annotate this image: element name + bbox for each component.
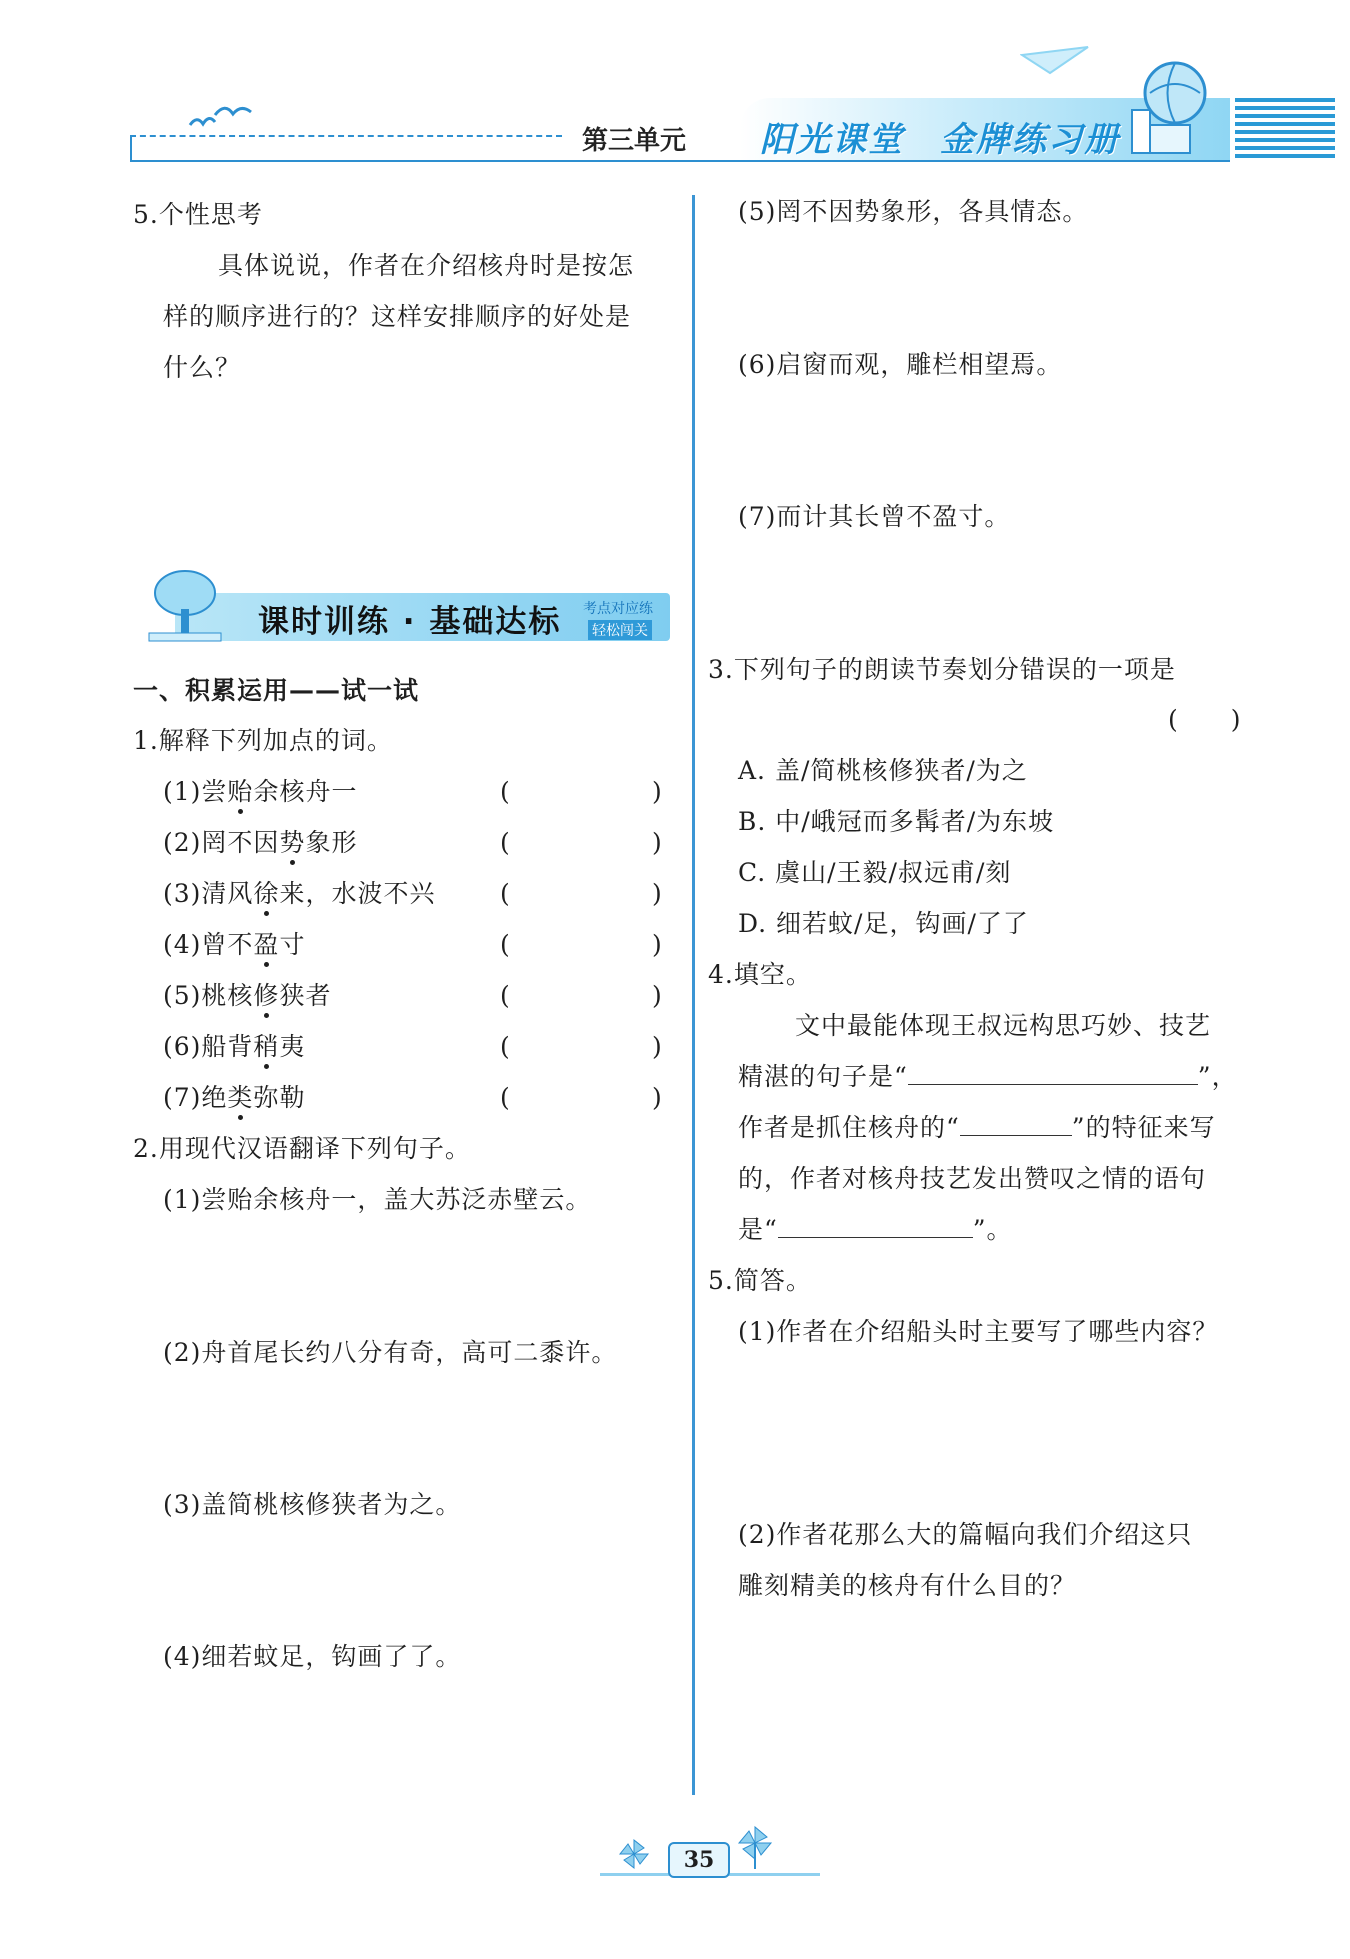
q5-title: 5.个性思考 (133, 200, 263, 229)
q2-item-6: (6)启窗而观，雕栏相望焉。 (738, 350, 1063, 379)
q1-item-dotted-word: 类 (227, 1083, 254, 1112)
q5-answer-title: 5.简答。 (708, 1266, 812, 1295)
q1-answer-paren-open[interactable]: ( (500, 981, 510, 1010)
q5-line-2: 样的顺序进行的？这样安排顺序的好处是 (163, 302, 632, 331)
q1-item-pre: (2)罔不因 (163, 828, 280, 857)
q2-item-5: (5)罔不因势象形，各具情态。 (738, 197, 1089, 226)
tree-icon (145, 565, 225, 645)
globe-icon (1120, 55, 1210, 155)
q3-option-c: C. 虞山/王毅/叔远甫/刻 (738, 858, 1012, 887)
q1-answer-paren-open[interactable]: ( (500, 1032, 510, 1061)
page-number: 35 (668, 1842, 730, 1878)
q1-item-pre: (3)清风 (163, 879, 254, 908)
q4-line-5-post: ”。 (972, 1215, 1013, 1244)
q1-item (163, 826, 357, 860)
q1-item-pre: (5)桃核 (163, 981, 254, 1010)
pinwheel-icon (618, 1838, 650, 1870)
q2-item-4: (4)细若蚊足，钩画了了。 (163, 1642, 462, 1671)
q4-line-3-pre: 作者是抓住核舟的“ (738, 1113, 960, 1142)
q1-item-dotted-word: 贻 (227, 777, 254, 806)
q1-answer-paren-open[interactable]: ( (500, 1083, 510, 1112)
q4-line-5-pre: 是“ (738, 1215, 778, 1244)
q2-item-2: (2)舟首尾长约八分有奇，高可二黍许。 (163, 1338, 618, 1367)
q1-item-dotted-word: 势 (279, 828, 306, 857)
q3-option-d: D. 细若蚊/足，钩画/了了 (738, 909, 1029, 938)
q1-item-pre: (4)曾不 (163, 930, 254, 959)
q1-item-post: 象形 (305, 828, 358, 857)
q1-item (163, 877, 435, 911)
q2-item-7: (7)而计其长曾不盈寸。 (738, 502, 1011, 531)
q1-answer-paren-close: ) (652, 777, 662, 806)
banner-subtitle-1: 考点对应练 (583, 601, 653, 617)
q2-title: 2.用现代汉语翻译下列句子。 (133, 1134, 471, 1163)
q1-answer-paren-close: ) (652, 1032, 662, 1061)
q1-answer-paren-open[interactable]: ( (500, 879, 510, 908)
q1-item-dotted-word: 稍 (253, 1032, 280, 1061)
q1-item-dotted-word: 修 (253, 981, 280, 1010)
q5-item-1: (1)作者在介绍船头时主要写了哪些内容？ (738, 1317, 1219, 1346)
q3-answer-paren: ( ) (1168, 705, 1242, 734)
unit-title: 第三单元 (582, 126, 687, 156)
q4-line-1: 文中最能体现王叔远构思巧妙、技艺 (795, 1011, 1212, 1040)
q3-option-a: A. 盖/简桃核修狭者/为之 (738, 756, 1028, 785)
column-divider (692, 195, 695, 1795)
q4-blank-3[interactable] (778, 1215, 973, 1238)
q1-item-pre: (6)船背 (163, 1032, 254, 1061)
q1-answer-paren-open[interactable]: ( (500, 828, 510, 857)
q1-answer-paren-close: ) (652, 879, 662, 908)
q4-title: 4.填空。 (708, 960, 812, 989)
q4-blank-2[interactable] (960, 1113, 1072, 1136)
q1-answer-paren-close: ) (652, 828, 662, 857)
q1-answer-paren-open[interactable]: ( (500, 777, 510, 806)
q1-answer-paren-close: ) (652, 1083, 662, 1112)
q4-line-4: 的，作者对核舟技艺发出赞叹之情的语句 (738, 1164, 1207, 1193)
pinwheel-icon (735, 1825, 775, 1870)
q1-answer-paren-close: ) (652, 981, 662, 1010)
q1-item (163, 979, 331, 1013)
q3-option-b: B. 中/峨冠而多髯者/为东坡 (738, 807, 1055, 836)
birds-icon (185, 100, 255, 140)
q5-item-2: (2)作者花那么大的篇幅向我们介绍这只 (738, 1520, 1193, 1549)
q4-line-2 (738, 1060, 1238, 1094)
q5-line-3: 什么？ (163, 353, 242, 382)
q4-blank-1[interactable] (908, 1062, 1198, 1085)
q1-title: 1.解释下列加点的词。 (133, 726, 393, 755)
q1-item-post: 夷 (279, 1032, 306, 1061)
q1-item-post: 狭者 (279, 981, 332, 1010)
paper-plane-icon (1020, 45, 1090, 75)
q5-line-1: 具体说说，作者在介绍核舟时是按怎 (218, 251, 635, 280)
q1-answer-paren-open[interactable]: ( (500, 930, 510, 959)
q1-item-dotted-word: 盈 (253, 930, 280, 959)
q1-answer-paren-close: ) (652, 930, 662, 959)
q1-item-post: 来，水波不兴 (279, 879, 436, 908)
q4-line-2-pre: 精湛的句子是“ (738, 1062, 908, 1091)
q4-line-3 (738, 1111, 1216, 1145)
q3-title: 3.下列句子的朗读节奏划分错误的一项是 (708, 655, 1176, 684)
brand-title: 阳光课堂 金牌练习册 (760, 120, 1120, 160)
q1-item-post: 余核舟一 (253, 777, 358, 806)
q1-item-post: 弥勒 (253, 1083, 306, 1112)
q1-item-pre: (1)尝 (163, 777, 228, 806)
q1-item-post: 寸 (279, 930, 306, 959)
q1-item (163, 775, 357, 809)
q4-line-5 (738, 1213, 1013, 1247)
section-1-title: 一、积累运用——试一试 (133, 676, 420, 705)
q1-item-dotted-word: 徐 (253, 879, 280, 908)
q1-item (163, 1030, 305, 1064)
q4-line-2-post: ”， (1197, 1062, 1238, 1091)
q2-item-3: (3)盖简桃核修狭者为之。 (163, 1490, 462, 1519)
q2-item-1: (1)尝贻余核舟一，盖大苏泛赤壁云。 (163, 1185, 592, 1214)
q1-item (163, 928, 305, 962)
banner-title: 课时训练 · 基础达标 (258, 604, 562, 640)
q1-item (163, 1081, 305, 1115)
header-stripes (1235, 98, 1335, 160)
q5-item-2-cont: 雕刻精美的核舟有什么目的？ (738, 1571, 1077, 1600)
q4-line-3-post: ”的特征来写 (1071, 1113, 1216, 1142)
banner-subtitle-2: 轻松闯关 (588, 620, 652, 640)
q1-item-pre: (7)绝 (163, 1083, 228, 1112)
